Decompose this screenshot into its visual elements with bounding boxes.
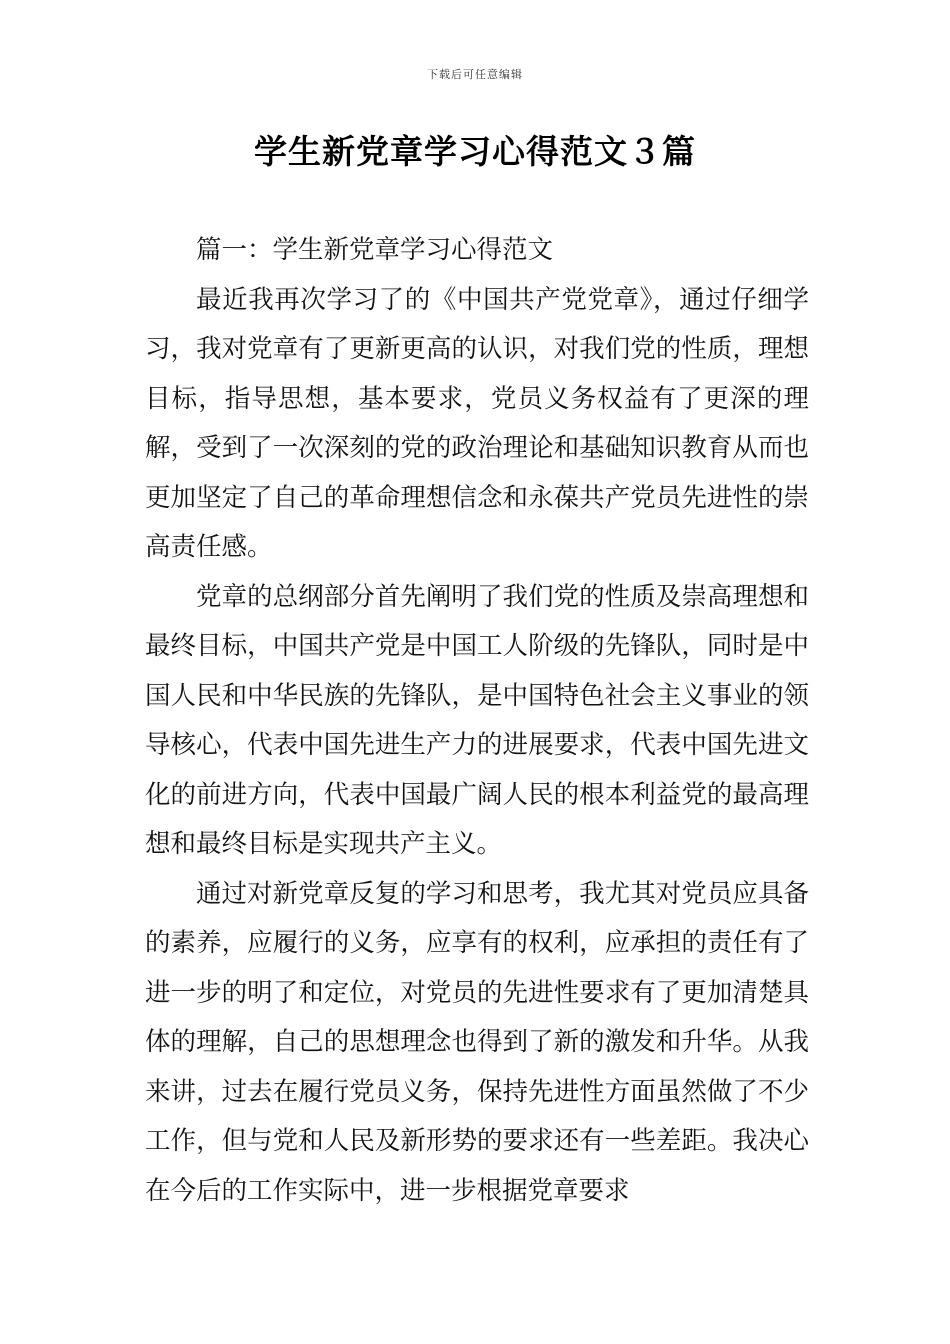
paragraph-3: 通过对新党章反复的学习和思考，我尤其对党员应具备的素养，应履行的义务，应享有的权利，应承担的责任有了进一步的明了和定位，对党员的先进性要求有了更加清楚具体的理解，自己的思想理念也得到了新的激发和升华。从我来讲，过去在履行党员义务，保持先进性方面虽然做了不少工作，但与党和人民及新形势的要求还有一些差距。我决心在今后的工作实际中，进一步根据党章要求 [145,878,809,1206]
section-heading: 篇一：学生新党章学习心得范文 [196,235,554,265]
paragraph-1: 最近我再次学习了的《中国共产党党章》，通过仔细学习，我对党章有了更新更高的认识，对我们党的性质，理想目标，指导思想，基本要求，党员义务权益有了更深的理解，受到了一次深刻的党的政治理论和基础知识教育从而也更加坚定了自己的革命理想信念和永葆共产党员先进性的崇高责任感。 [145,284,809,562]
document-body [145,226,809,1216]
document-title: 学生新党章学习心得范文３篇 [254,132,696,171]
paragraph-2: 党章的总纲部分首先阐明了我们党的性质及崇高理想和最终目标，中国共产党是中国工人阶级的先锋队，同时是中国人民和中华民族的先锋队，是中国特色社会主义事业的领导核心，代表中国先进生产力的进展要求，代表中国先进文化的前进方向，代表中国最广阔人民的根本利益党的最高理想和最终目标是实现共产主义。 [145,581,809,859]
page-header-note: 下载后可任意编辑 [427,68,523,81]
